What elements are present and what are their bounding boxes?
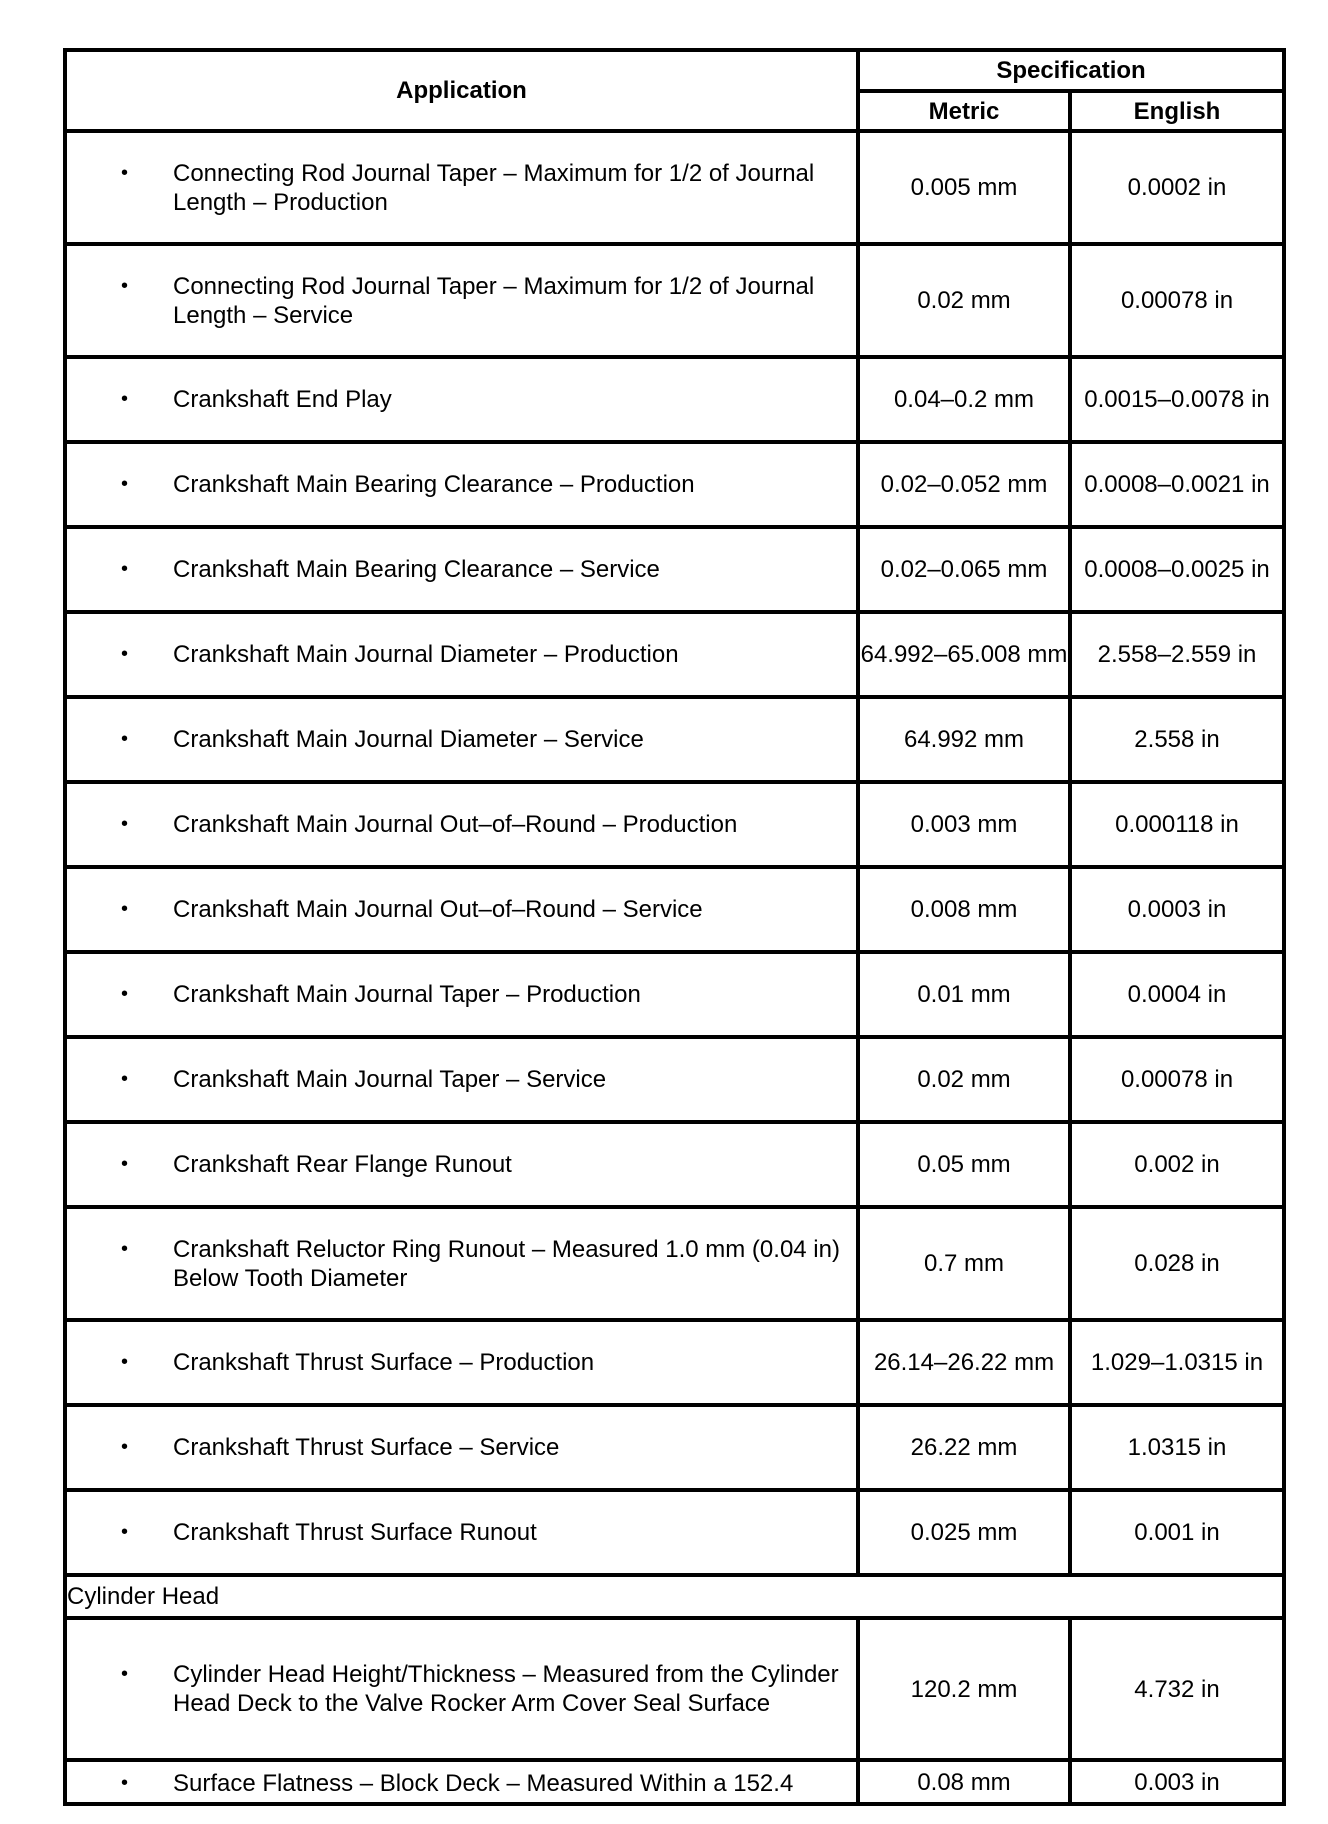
metric-cell: 0.7 mm xyxy=(858,1207,1070,1320)
english-cell: 0.00078 in xyxy=(1070,244,1284,357)
english-cell: 0.00078 in xyxy=(1070,1037,1284,1122)
table-row xyxy=(65,1490,1284,1575)
application-cell: Cylinder Head Height/Thickness – Measured from the Cylinder Head Deck to the Valve Rocker Arm Cover Seal Surface xyxy=(173,1661,839,1717)
metric-cell: 64.992–65.008 mm xyxy=(858,612,1070,697)
table-row xyxy=(65,244,1284,357)
english-cell: 0.001 in xyxy=(1070,1490,1284,1575)
table-row xyxy=(65,697,1284,782)
application-cell: Connecting Rod Journal Taper – Maximum for 1/2 of Journal Length – Production xyxy=(173,159,815,216)
application-header: Application xyxy=(65,50,858,131)
english-cell: 2.558 in xyxy=(1070,697,1284,782)
table-body xyxy=(65,131,1284,1804)
specification-table xyxy=(63,48,1286,1806)
metric-cell: 120.2 mm xyxy=(858,1618,1070,1760)
application-cell: Crankshaft Main Journal Diameter – Service xyxy=(173,726,644,753)
metric-cell: 64.992 mm xyxy=(858,697,1070,782)
application-cell: Crankshaft Main Journal Out–of–Round – Production xyxy=(173,811,738,838)
english-cell: 0.000118 in xyxy=(1070,782,1284,867)
table-row xyxy=(65,1122,1284,1207)
metric-cell: 0.01 mm xyxy=(858,952,1070,1037)
table-row xyxy=(65,357,1284,442)
bullet-icon: • xyxy=(121,728,129,750)
metric-cell: 26.22 mm xyxy=(858,1405,1070,1490)
application-cell: Crankshaft Reluctor Ring Runout – Measured 1.0 mm (0.04 in) Below Tooth Diameter xyxy=(173,1235,840,1292)
application-cell: Crankshaft Main Journal Taper – Service xyxy=(173,1066,607,1093)
application-cell: Crankshaft Main Journal Taper – Production xyxy=(173,981,641,1008)
english-cell: 0.0004 in xyxy=(1070,952,1284,1037)
application-cell: Crankshaft Thrust Surface – Service xyxy=(173,1434,560,1461)
english-cell: 0.002 in xyxy=(1070,1122,1284,1207)
table-row xyxy=(65,442,1284,527)
application-cell: Crankshaft Main Bearing Clearance – Production xyxy=(173,471,695,498)
table-row xyxy=(65,1207,1284,1320)
table-row xyxy=(65,1618,1284,1760)
table-row xyxy=(65,1405,1284,1490)
metric-cell: 0.003 mm xyxy=(858,782,1070,867)
bullet-icon: • xyxy=(121,558,129,580)
english-cell: 0.0015–0.0078 in xyxy=(1070,357,1284,442)
section-title: Cylinder Head xyxy=(65,1575,1284,1618)
bullet-icon: • xyxy=(121,813,129,835)
application-cell: Crankshaft Main Journal Out–of–Round – Service xyxy=(173,896,703,923)
bullet-icon: • xyxy=(121,1521,129,1543)
application-cell: Surface Flatness – Block Deck – Measured Within a 152.4 xyxy=(173,1769,794,1797)
table-row xyxy=(65,1037,1284,1122)
metric-cell: 0.02 mm xyxy=(858,244,1070,357)
bullet-icon: • xyxy=(121,643,129,665)
metric-header: Metric xyxy=(858,91,1070,131)
application-cell: Crankshaft Rear Flange Runout xyxy=(173,1151,512,1178)
english-cell: 0.0002 in xyxy=(1070,131,1284,244)
metric-cell: 0.005 mm xyxy=(858,131,1070,244)
english-cell: 0.028 in xyxy=(1070,1207,1284,1320)
metric-cell: 0.02–0.065 mm xyxy=(858,527,1070,612)
table-row xyxy=(65,612,1284,697)
english-cell: 2.558–2.559 in xyxy=(1070,612,1284,697)
table-row xyxy=(65,782,1284,867)
metric-cell: 0.02 mm xyxy=(858,1037,1070,1122)
metric-cell: 0.025 mm xyxy=(858,1490,1070,1575)
application-cell: Crankshaft End Play xyxy=(173,386,392,413)
bullet-icon: • xyxy=(121,1068,129,1090)
metric-cell: 0.04–0.2 mm xyxy=(858,357,1070,442)
application-cell: Crankshaft Thrust Surface Runout xyxy=(173,1519,537,1546)
english-cell: 1.0315 in xyxy=(1070,1405,1284,1490)
english-cell: 0.0008–0.0025 in xyxy=(1070,527,1284,612)
table-row xyxy=(65,1320,1284,1405)
bullet-icon: • xyxy=(121,1351,129,1373)
bullet-icon: • xyxy=(121,983,129,1005)
section-row xyxy=(65,1575,1284,1618)
english-cell: 0.0003 in xyxy=(1070,867,1284,952)
bullet-icon: • xyxy=(121,1237,129,1260)
table-row xyxy=(65,1760,1284,1804)
application-cell: Crankshaft Main Bearing Clearance – Service xyxy=(173,556,660,583)
english-cell: 1.029–1.0315 in xyxy=(1070,1320,1284,1405)
english-header: English xyxy=(1070,91,1284,131)
table-row xyxy=(65,867,1284,952)
bullet-icon: • xyxy=(121,1436,129,1458)
application-cell: Crankshaft Thrust Surface – Production xyxy=(173,1349,595,1376)
metric-cell: 0.02–0.052 mm xyxy=(858,442,1070,527)
table-row xyxy=(65,131,1284,244)
bullet-icon: • xyxy=(121,388,129,410)
specification-header: Specification xyxy=(858,50,1284,91)
bullet-icon: • xyxy=(121,1153,129,1175)
application-cell: Crankshaft Main Journal Diameter – Production xyxy=(173,641,679,668)
bullet-icon: • xyxy=(121,473,129,495)
table-row xyxy=(65,527,1284,612)
application-cell: Connecting Rod Journal Taper – Maximum for 1/2 of Journal Length – Service xyxy=(173,272,815,329)
metric-cell: 0.008 mm xyxy=(858,867,1070,952)
english-cell: 4.732 in xyxy=(1070,1618,1284,1760)
table-row xyxy=(65,952,1284,1037)
bullet-icon: • xyxy=(121,1771,129,1794)
english-cell: 0.003 in xyxy=(1070,1760,1284,1804)
metric-cell: 26.14–26.22 mm xyxy=(858,1320,1070,1405)
bullet-icon: • xyxy=(121,274,129,297)
metric-cell: 0.05 mm xyxy=(858,1122,1070,1207)
english-cell: 0.0008–0.0021 in xyxy=(1070,442,1284,527)
bullet-icon: • xyxy=(121,161,129,184)
bullet-icon: • xyxy=(121,898,129,920)
metric-cell: 0.08 mm xyxy=(858,1760,1070,1804)
bullet-icon: • xyxy=(121,1663,129,1685)
